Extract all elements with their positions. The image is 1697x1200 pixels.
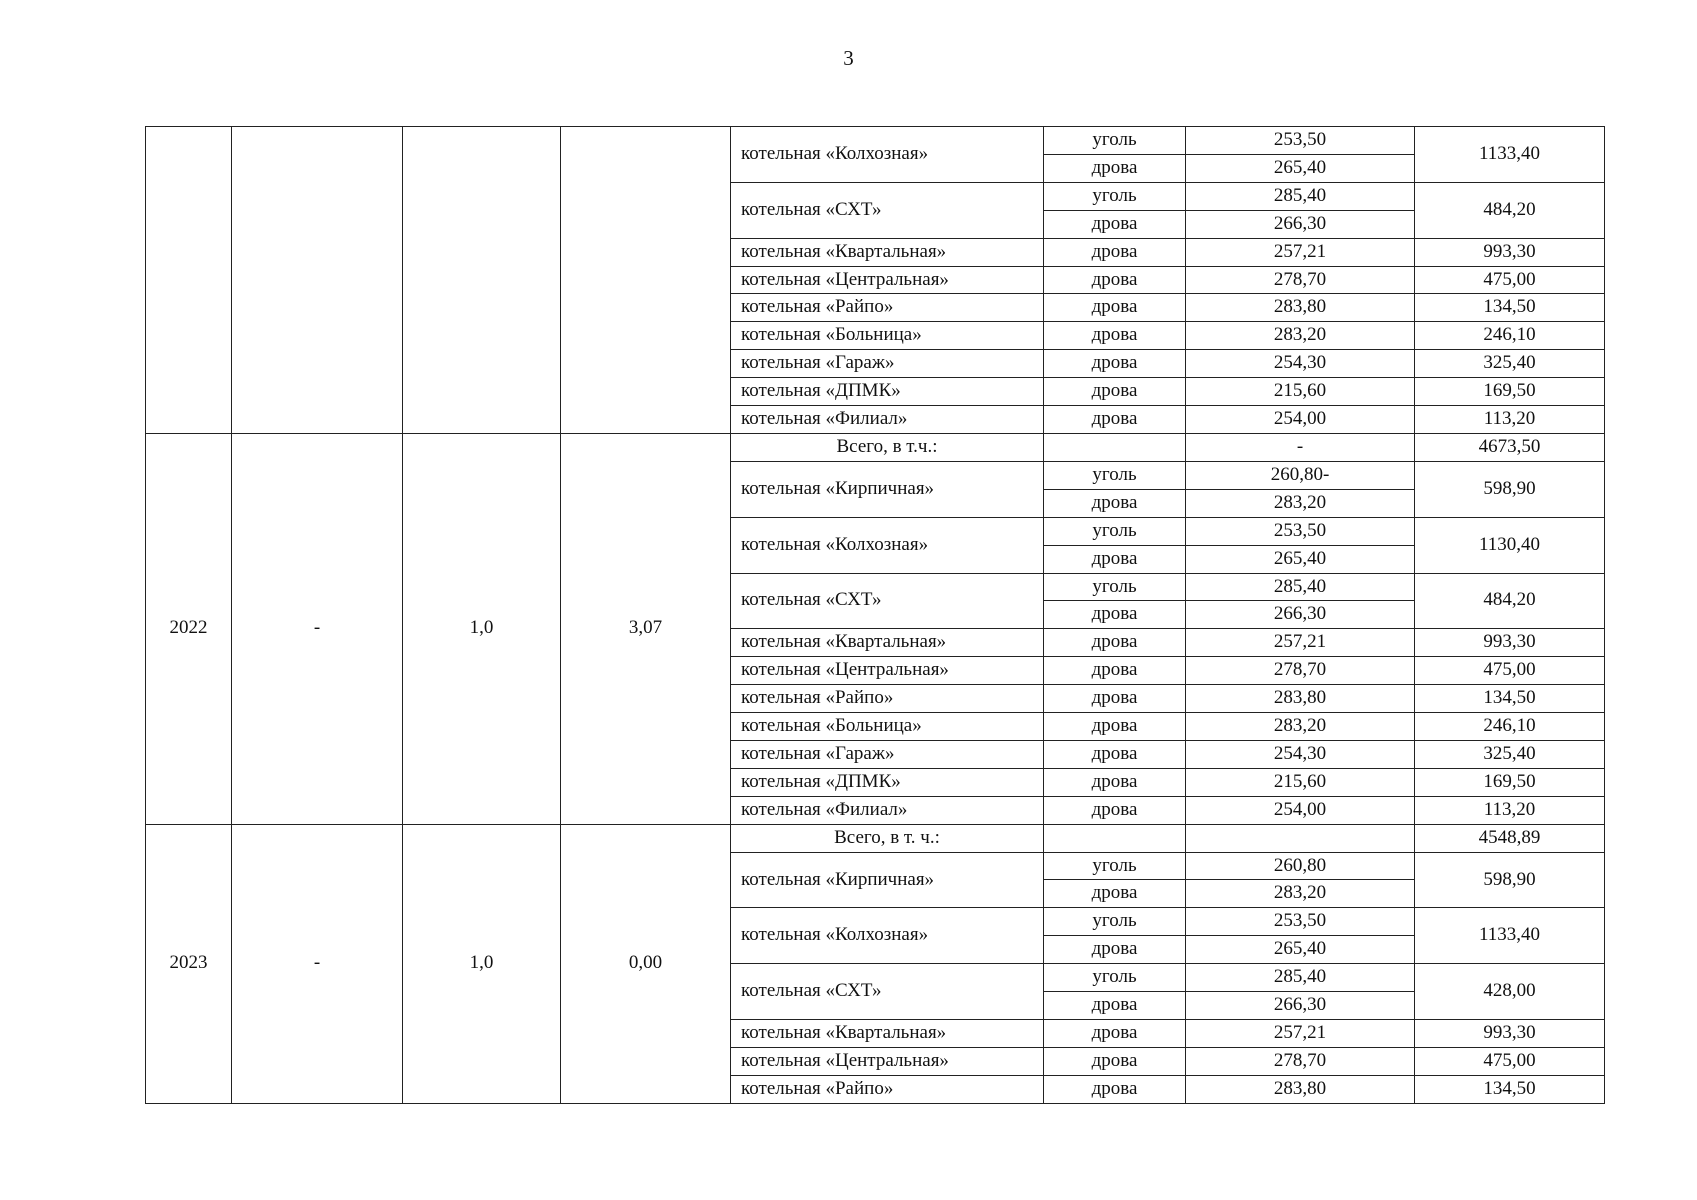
fuel-type: дрова bbox=[1044, 1020, 1186, 1048]
fuel-type: дрова bbox=[1044, 294, 1186, 322]
fuel-type: дрова bbox=[1044, 657, 1186, 685]
fuel-price: 257,21 bbox=[1186, 1020, 1415, 1048]
column-2-cell: - bbox=[232, 433, 403, 824]
boiler-name: котельная «Колхозная» bbox=[731, 908, 1044, 964]
boiler-name: котельная «СХТ» bbox=[731, 964, 1044, 1020]
boiler-volume: 1133,40 bbox=[1415, 908, 1605, 964]
boiler-volume: 246,10 bbox=[1415, 322, 1605, 350]
boiler-volume: 169,50 bbox=[1415, 768, 1605, 796]
fuel-price: 265,40 bbox=[1186, 936, 1415, 964]
total-volume-cell: 4673,50 bbox=[1415, 433, 1605, 461]
fuel-price-table bbox=[145, 126, 1605, 1104]
fuel-price: 283,80 bbox=[1186, 685, 1415, 713]
fuel-price: 253,50 bbox=[1186, 517, 1415, 545]
column-4-cell: 0,00 bbox=[561, 824, 731, 1103]
fuel-price: 257,21 bbox=[1186, 629, 1415, 657]
fuel-type: дрова bbox=[1044, 266, 1186, 294]
boiler-volume: 113,20 bbox=[1415, 406, 1605, 434]
fuel-price: 257,21 bbox=[1186, 238, 1415, 266]
column-4-cell bbox=[561, 127, 731, 434]
fuel-price: 283,20 bbox=[1186, 322, 1415, 350]
total-label: Всего, в т.ч.: bbox=[731, 433, 1044, 461]
boiler-name: котельная «Филиал» bbox=[731, 796, 1044, 824]
fuel-price: 278,70 bbox=[1186, 657, 1415, 685]
fuel-price: 215,60 bbox=[1186, 378, 1415, 406]
boiler-volume: 993,30 bbox=[1415, 629, 1605, 657]
boiler-volume: 134,50 bbox=[1415, 685, 1605, 713]
fuel-price: 283,20 bbox=[1186, 489, 1415, 517]
total-price-cell bbox=[1186, 824, 1415, 852]
fuel-price: 254,30 bbox=[1186, 740, 1415, 768]
boiler-name: котельная «СХТ» bbox=[731, 573, 1044, 629]
boiler-volume: 113,20 bbox=[1415, 796, 1605, 824]
fuel-type: дрова bbox=[1044, 1047, 1186, 1075]
total-price-cell: - bbox=[1186, 433, 1415, 461]
boiler-name: котельная «Райпо» bbox=[731, 1075, 1044, 1103]
boiler-volume: 1130,40 bbox=[1415, 517, 1605, 573]
boiler-name: котельная «Квартальная» bbox=[731, 238, 1044, 266]
fuel-type: дрова bbox=[1044, 796, 1186, 824]
fuel-price: 283,20 bbox=[1186, 880, 1415, 908]
boiler-name: котельная «Гараж» bbox=[731, 740, 1044, 768]
fuel-type: дрова bbox=[1044, 406, 1186, 434]
fuel-type: уголь bbox=[1044, 182, 1186, 210]
boiler-volume: 475,00 bbox=[1415, 266, 1605, 294]
page-number: 3 bbox=[843, 46, 854, 70]
column-3-cell bbox=[403, 127, 561, 434]
fuel-type: уголь bbox=[1044, 127, 1186, 155]
fuel-type: уголь bbox=[1044, 461, 1186, 489]
fuel-type: дрова bbox=[1044, 601, 1186, 629]
fuel-price: 260,80- bbox=[1186, 461, 1415, 489]
fuel-price: 265,40 bbox=[1186, 154, 1415, 182]
column-3-cell: 1,0 bbox=[403, 433, 561, 824]
fuel-price: 283,80 bbox=[1186, 294, 1415, 322]
fuel-type: дрова bbox=[1044, 936, 1186, 964]
boiler-volume: 598,90 bbox=[1415, 461, 1605, 517]
boiler-name: котельная «ДПМК» bbox=[731, 378, 1044, 406]
boiler-name: котельная «СХТ» bbox=[731, 182, 1044, 238]
fuel-type: дрова bbox=[1044, 768, 1186, 796]
total-fuel-cell bbox=[1044, 433, 1186, 461]
boiler-name: котельная «Колхозная» bbox=[731, 127, 1044, 183]
boiler-volume: 1133,40 bbox=[1415, 127, 1605, 183]
fuel-price: 253,50 bbox=[1186, 127, 1415, 155]
fuel-type: дрова bbox=[1044, 545, 1186, 573]
boiler-name: котельная «Квартальная» bbox=[731, 629, 1044, 657]
fuel-price: 266,30 bbox=[1186, 992, 1415, 1020]
column-4-cell: 3,07 bbox=[561, 433, 731, 824]
boiler-name: котельная «Центральная» bbox=[731, 657, 1044, 685]
fuel-price: 266,30 bbox=[1186, 601, 1415, 629]
year-cell bbox=[146, 127, 232, 434]
year-cell: 2022 bbox=[146, 433, 232, 824]
fuel-type: дрова bbox=[1044, 210, 1186, 238]
boiler-volume: 484,20 bbox=[1415, 182, 1605, 238]
boiler-volume: 993,30 bbox=[1415, 238, 1605, 266]
fuel-type: дрова bbox=[1044, 154, 1186, 182]
column-2-cell bbox=[232, 127, 403, 434]
boiler-name: котельная «Больница» bbox=[731, 322, 1044, 350]
boiler-name: котельная «Кирпичная» bbox=[731, 852, 1044, 908]
total-fuel-cell bbox=[1044, 824, 1186, 852]
boiler-name: котельная «Райпо» bbox=[731, 294, 1044, 322]
fuel-price: 254,00 bbox=[1186, 406, 1415, 434]
fuel-type: дрова bbox=[1044, 685, 1186, 713]
fuel-price: 285,40 bbox=[1186, 182, 1415, 210]
fuel-price: 283,80 bbox=[1186, 1075, 1415, 1103]
boiler-volume: 246,10 bbox=[1415, 713, 1605, 741]
column-3-cell: 1,0 bbox=[403, 824, 561, 1103]
boiler-volume: 134,50 bbox=[1415, 1075, 1605, 1103]
boiler-volume: 475,00 bbox=[1415, 657, 1605, 685]
boiler-volume: 993,30 bbox=[1415, 1020, 1605, 1048]
boiler-volume: 325,40 bbox=[1415, 740, 1605, 768]
fuel-type: дрова bbox=[1044, 322, 1186, 350]
fuel-price: 278,70 bbox=[1186, 266, 1415, 294]
table-row bbox=[146, 433, 1605, 461]
year-cell: 2023 bbox=[146, 824, 232, 1103]
fuel-price: 285,40 bbox=[1186, 573, 1415, 601]
fuel-type: уголь bbox=[1044, 852, 1186, 880]
fuel-price: 215,60 bbox=[1186, 768, 1415, 796]
fuel-type: дрова bbox=[1044, 378, 1186, 406]
boiler-name: котельная «Больница» bbox=[731, 713, 1044, 741]
column-2-cell: - bbox=[232, 824, 403, 1103]
boiler-volume: 169,50 bbox=[1415, 378, 1605, 406]
fuel-price: 254,30 bbox=[1186, 350, 1415, 378]
fuel-price: 283,20 bbox=[1186, 713, 1415, 741]
table-row bbox=[146, 824, 1605, 852]
boiler-volume: 598,90 bbox=[1415, 852, 1605, 908]
fuel-type: дрова bbox=[1044, 992, 1186, 1020]
boiler-volume: 484,20 bbox=[1415, 573, 1605, 629]
boiler-name: котельная «Колхозная» bbox=[731, 517, 1044, 573]
boiler-volume: 475,00 bbox=[1415, 1047, 1605, 1075]
boiler-volume: 428,00 bbox=[1415, 964, 1605, 1020]
boiler-name: котельная «Филиал» bbox=[731, 406, 1044, 434]
fuel-type: дрова bbox=[1044, 713, 1186, 741]
fuel-price: 254,00 bbox=[1186, 796, 1415, 824]
boiler-name: котельная «Центральная» bbox=[731, 1047, 1044, 1075]
fuel-type: дрова bbox=[1044, 629, 1186, 657]
fuel-price: 265,40 bbox=[1186, 545, 1415, 573]
boiler-volume: 325,40 bbox=[1415, 350, 1605, 378]
table-row bbox=[146, 127, 1605, 155]
fuel-type: дрова bbox=[1044, 489, 1186, 517]
boiler-name: котельная «Гараж» bbox=[731, 350, 1044, 378]
fuel-price: 285,40 bbox=[1186, 964, 1415, 992]
fuel-type: дрова bbox=[1044, 740, 1186, 768]
fuel-type: дрова bbox=[1044, 238, 1186, 266]
boiler-name: котельная «ДПМК» bbox=[731, 768, 1044, 796]
fuel-type: уголь bbox=[1044, 964, 1186, 992]
fuel-type: уголь bbox=[1044, 573, 1186, 601]
total-label: Всего, в т. ч.: bbox=[731, 824, 1044, 852]
fuel-price: 260,80 bbox=[1186, 852, 1415, 880]
fuel-type: уголь bbox=[1044, 517, 1186, 545]
boiler-name: котельная «Кирпичная» bbox=[731, 461, 1044, 517]
fuel-type: дрова bbox=[1044, 350, 1186, 378]
boiler-name: котельная «Райпо» bbox=[731, 685, 1044, 713]
fuel-price: 253,50 bbox=[1186, 908, 1415, 936]
fuel-type: дрова bbox=[1044, 1075, 1186, 1103]
boiler-volume: 134,50 bbox=[1415, 294, 1605, 322]
boiler-name: котельная «Квартальная» bbox=[731, 1020, 1044, 1048]
fuel-type: уголь bbox=[1044, 908, 1186, 936]
boiler-name: котельная «Центральная» bbox=[731, 266, 1044, 294]
fuel-price: 278,70 bbox=[1186, 1047, 1415, 1075]
total-volume-cell: 4548,89 bbox=[1415, 824, 1605, 852]
fuel-price: 266,30 bbox=[1186, 210, 1415, 238]
fuel-type: дрова bbox=[1044, 880, 1186, 908]
